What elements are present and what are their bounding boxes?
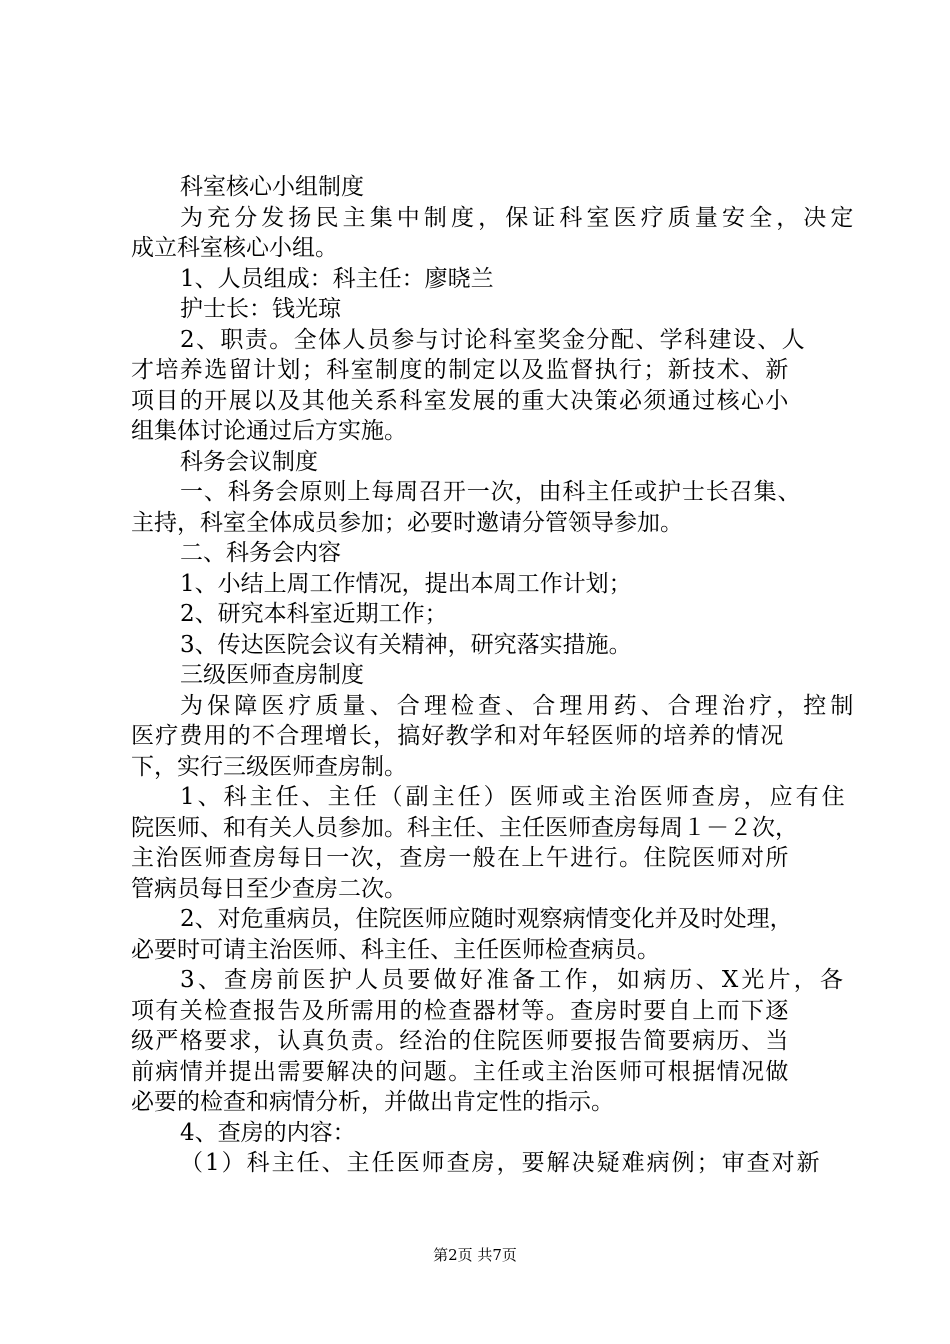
text-line: 成立科室核心小组。 [131, 235, 338, 261]
page-footer: 第2页 共7页 [433, 1246, 517, 1264]
text-line: 前病情并提出需要解决的问题。主任或主治医师可根据情况做 [131, 1059, 790, 1085]
text-line: 3、传达医院会议有关精神，研究落实措施。 [180, 632, 632, 658]
text-line: 1、科主任、主任（副主任）医师或主治医师查房，应有住 [180, 784, 848, 810]
text-line: 主治医师查房每日一次，查房一般在上午进行。住院医师对所 [131, 845, 790, 871]
text-line: 一、科务会原则上每周召开一次，由科主任或护士长召集、 [180, 479, 802, 505]
text-line: 1、人员组成：科主任：廖晓兰 [180, 266, 494, 292]
text-line: 级严格要求，认真负责。经治的住院医师要报告简要病历、当 [131, 1028, 790, 1054]
text-line: 科室核心小组制度 [180, 174, 364, 200]
text-line: 3、查房前医护人员要做好准备工作，如病历、X光片，各 [180, 967, 847, 993]
text-line: 2、对危重病员，住院医师应随时观察病情变化并及时处理， [180, 906, 793, 932]
text-line: 为保障医疗质量、合理检查、合理用药、合理治疗，控制 [180, 693, 858, 719]
text-line: 项有关检查报告及所需用的检查器材等。查房时要自上而下逐 [131, 998, 790, 1024]
text-line: 项目的开展以及其他关系科室发展的重大决策必须通过核心小 [131, 388, 790, 414]
text-line: 管病员每日至少查房二次。 [131, 876, 407, 902]
text-line: 4、查房的内容： [180, 1120, 356, 1146]
text-line: 科务会议制度 [180, 449, 318, 475]
text-line: 主持，科室全体成员参加；必要时邀请分管领导参加。 [131, 510, 683, 536]
text-line: 才培养选留计划；科室制度的制定以及监督执行；新技术、新 [131, 357, 790, 383]
text-line: 下，实行三级医师查房制。 [131, 754, 407, 780]
text-line: 组集体讨论通过后方实施。 [131, 418, 407, 444]
text-line: 护士长：钱光琼 [180, 296, 341, 322]
text-line: 三级医师查房制度 [180, 662, 364, 688]
text-line: 院医师、和有关人员参加。科主任、主任医师查房每周１－２次， [131, 815, 798, 841]
text-line: 必要的检查和病情分析，并做出肯定性的指示。 [131, 1089, 614, 1115]
text-line: 二、科务会内容 [180, 540, 341, 566]
text-line: （1）科主任、主任医师查房，要解决疑难病例；审查对新 [180, 1150, 822, 1176]
text-line: 2、研究本科室近期工作； [180, 601, 448, 627]
text-line: 2、职责。全体人员参与讨论科室奖金分配、学科建设、人 [180, 327, 807, 353]
text-line: 必要时可请主治医师、科主任、主任医师检查病员。 [131, 937, 660, 963]
text-line: 为充分发扬民主集中制度，保证科室医疗质量安全，决定 [180, 205, 858, 231]
text-line: 1、小结上周工作情况，提出本周工作计划； [180, 571, 632, 597]
text-line: 医疗费用的不合理增长，搞好教学和对年轻医师的培养的情况 [131, 723, 785, 749]
